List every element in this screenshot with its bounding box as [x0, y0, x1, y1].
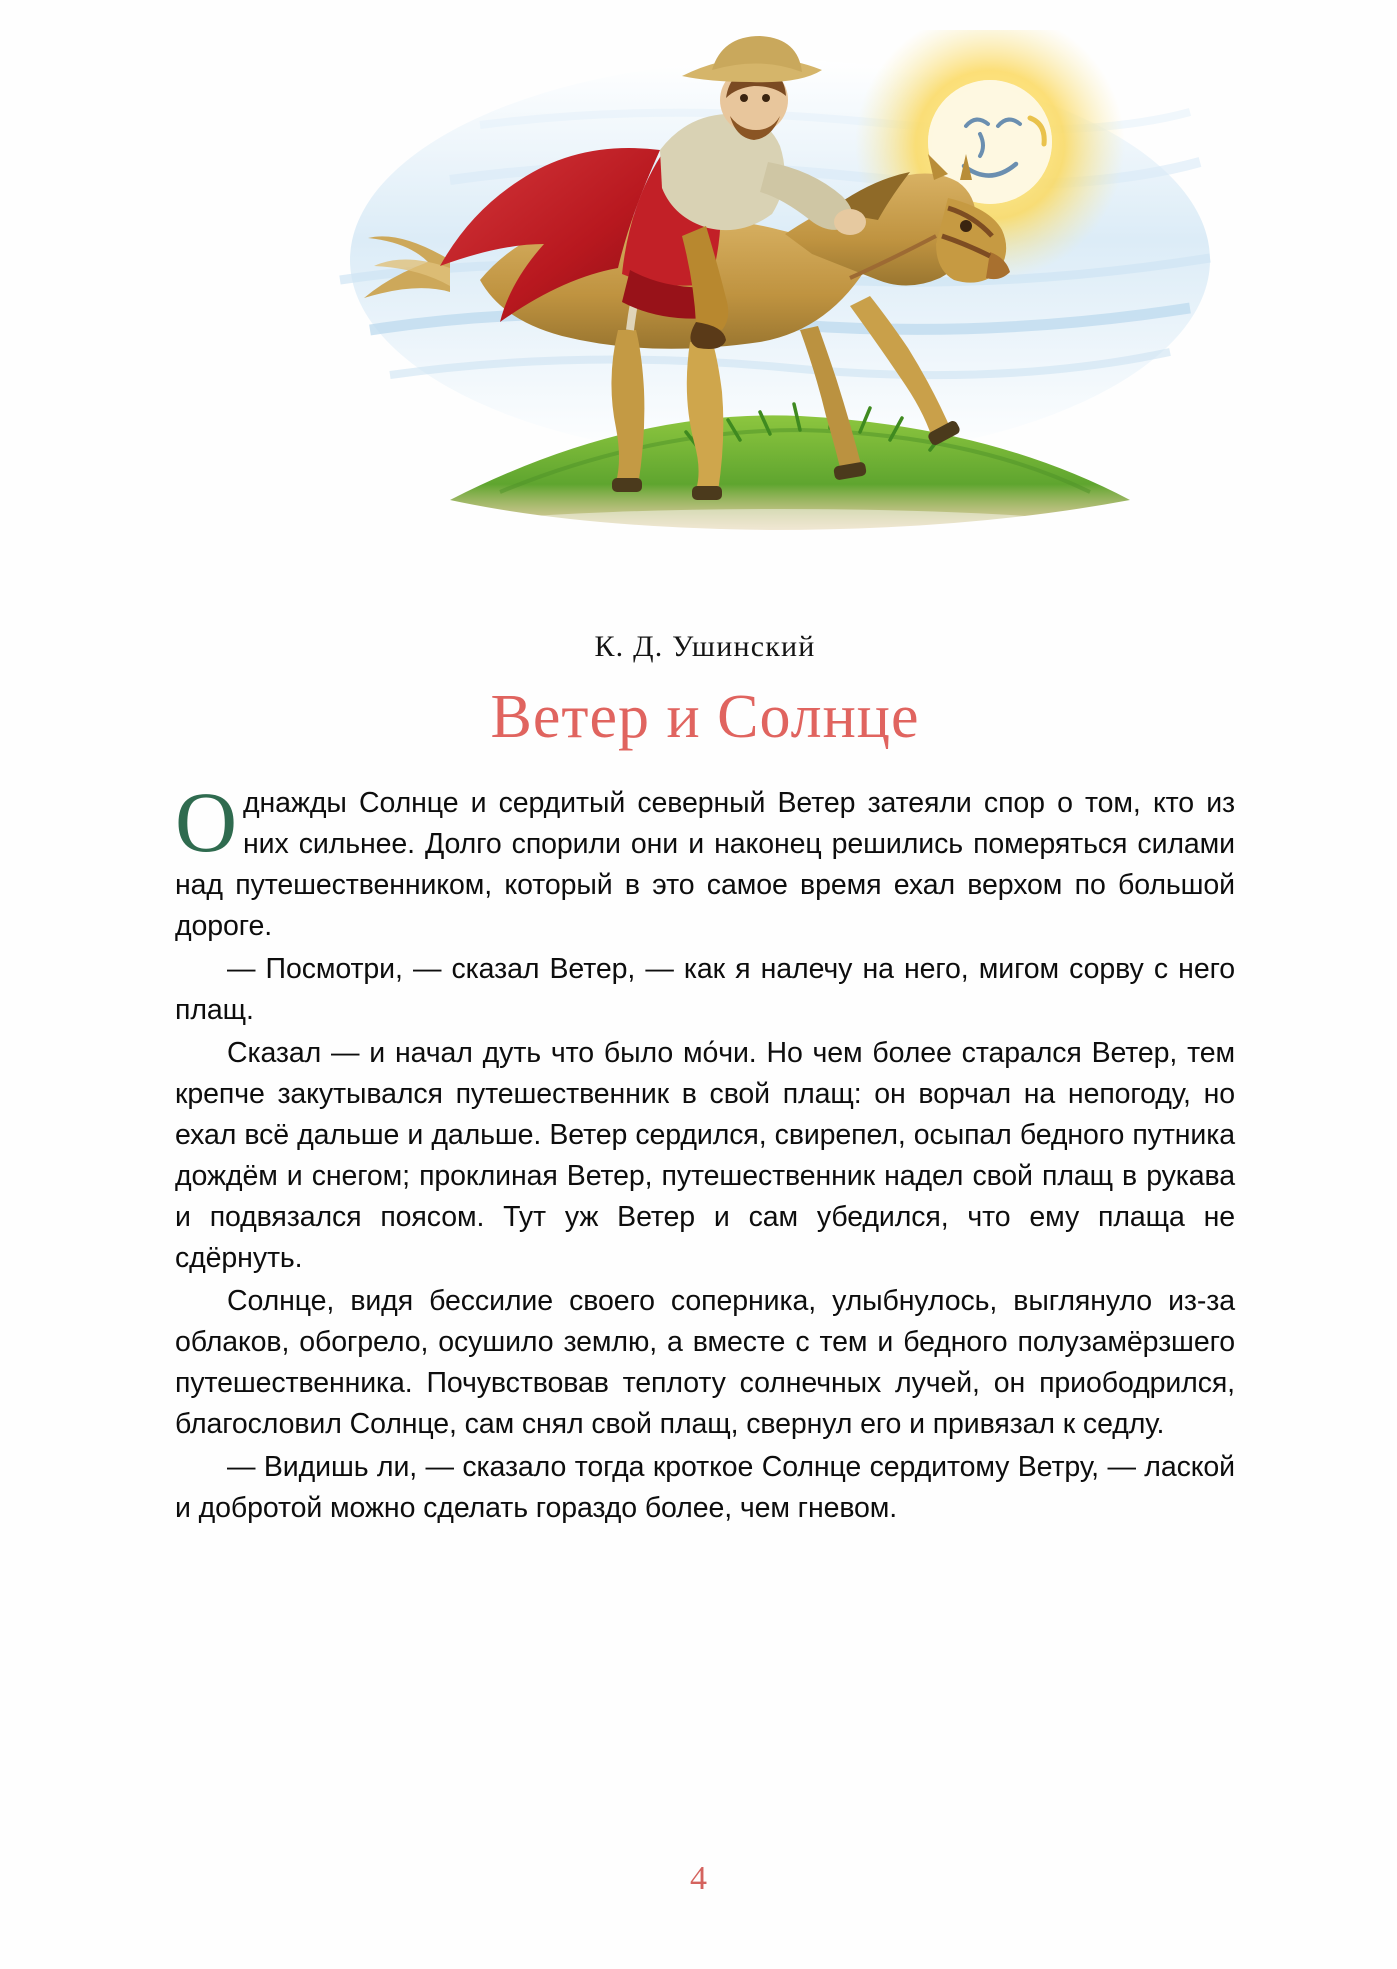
- page-number: 4: [690, 1860, 707, 1897]
- author-name: К. Д. Ушинский: [594, 630, 816, 663]
- paragraph-3: Сказал — и начал дуть что было мо́чи. Но чем более старался Ветер, тем крепче закутывался путешественник в свой плащ: он ворчал на непогоду, но ехал всё дальше и дальше. Ветер сердился, свирепел, осыпал бедного путника дождём и снегом; проклиная Ветер, путешественник надел свой плащ в рукава и подвязался поясом. Тут уж Ветер и сам убедился, что ему плаща не сдёрнуть.: [175, 1037, 1235, 1274]
- story-title: Ветер и Солнце: [490, 683, 920, 751]
- story-text-column: [175, 630, 1235, 1531]
- paragraph-1-text: днажды Солнце и сердитый северный Ветер затеяли спор о том, кто из них сильнее. Долго спорили они и наконец решились померяться силами над путешественником, который в это самое время ехал верхом по большой дороге.: [175, 787, 1235, 942]
- story-illustration: [330, 30, 1230, 570]
- paragraph-2: — Посмотри, — сказал Ветер, — как я налечу на него, мигом сорву с него плащ.: [175, 953, 1235, 1026]
- paragraph-4: Солнце, видя бессилие своего соперника, улыбнулось, выглянуло из-за облаков, обогрело, осушило землю, а вместе с тем и бедного полузамёрзшего путешественника. Почувствовав теплоту солнечных лучей, он приободрился, благословил Солнце, сам снял свой плащ, свернул его и привязал к седлу.: [175, 1285, 1235, 1440]
- story-body: [175, 774, 1235, 1529]
- drop-cap: О: [175, 774, 238, 870]
- paragraph-5: — Видишь ли, — сказало тогда кроткое Солнце сердитому Ветру, — лаской и добротой можно сделать гораздо более, чем гневом.: [175, 1451, 1235, 1524]
- paragraph-1: [175, 774, 1235, 947]
- illustration-svg: [330, 30, 1230, 570]
